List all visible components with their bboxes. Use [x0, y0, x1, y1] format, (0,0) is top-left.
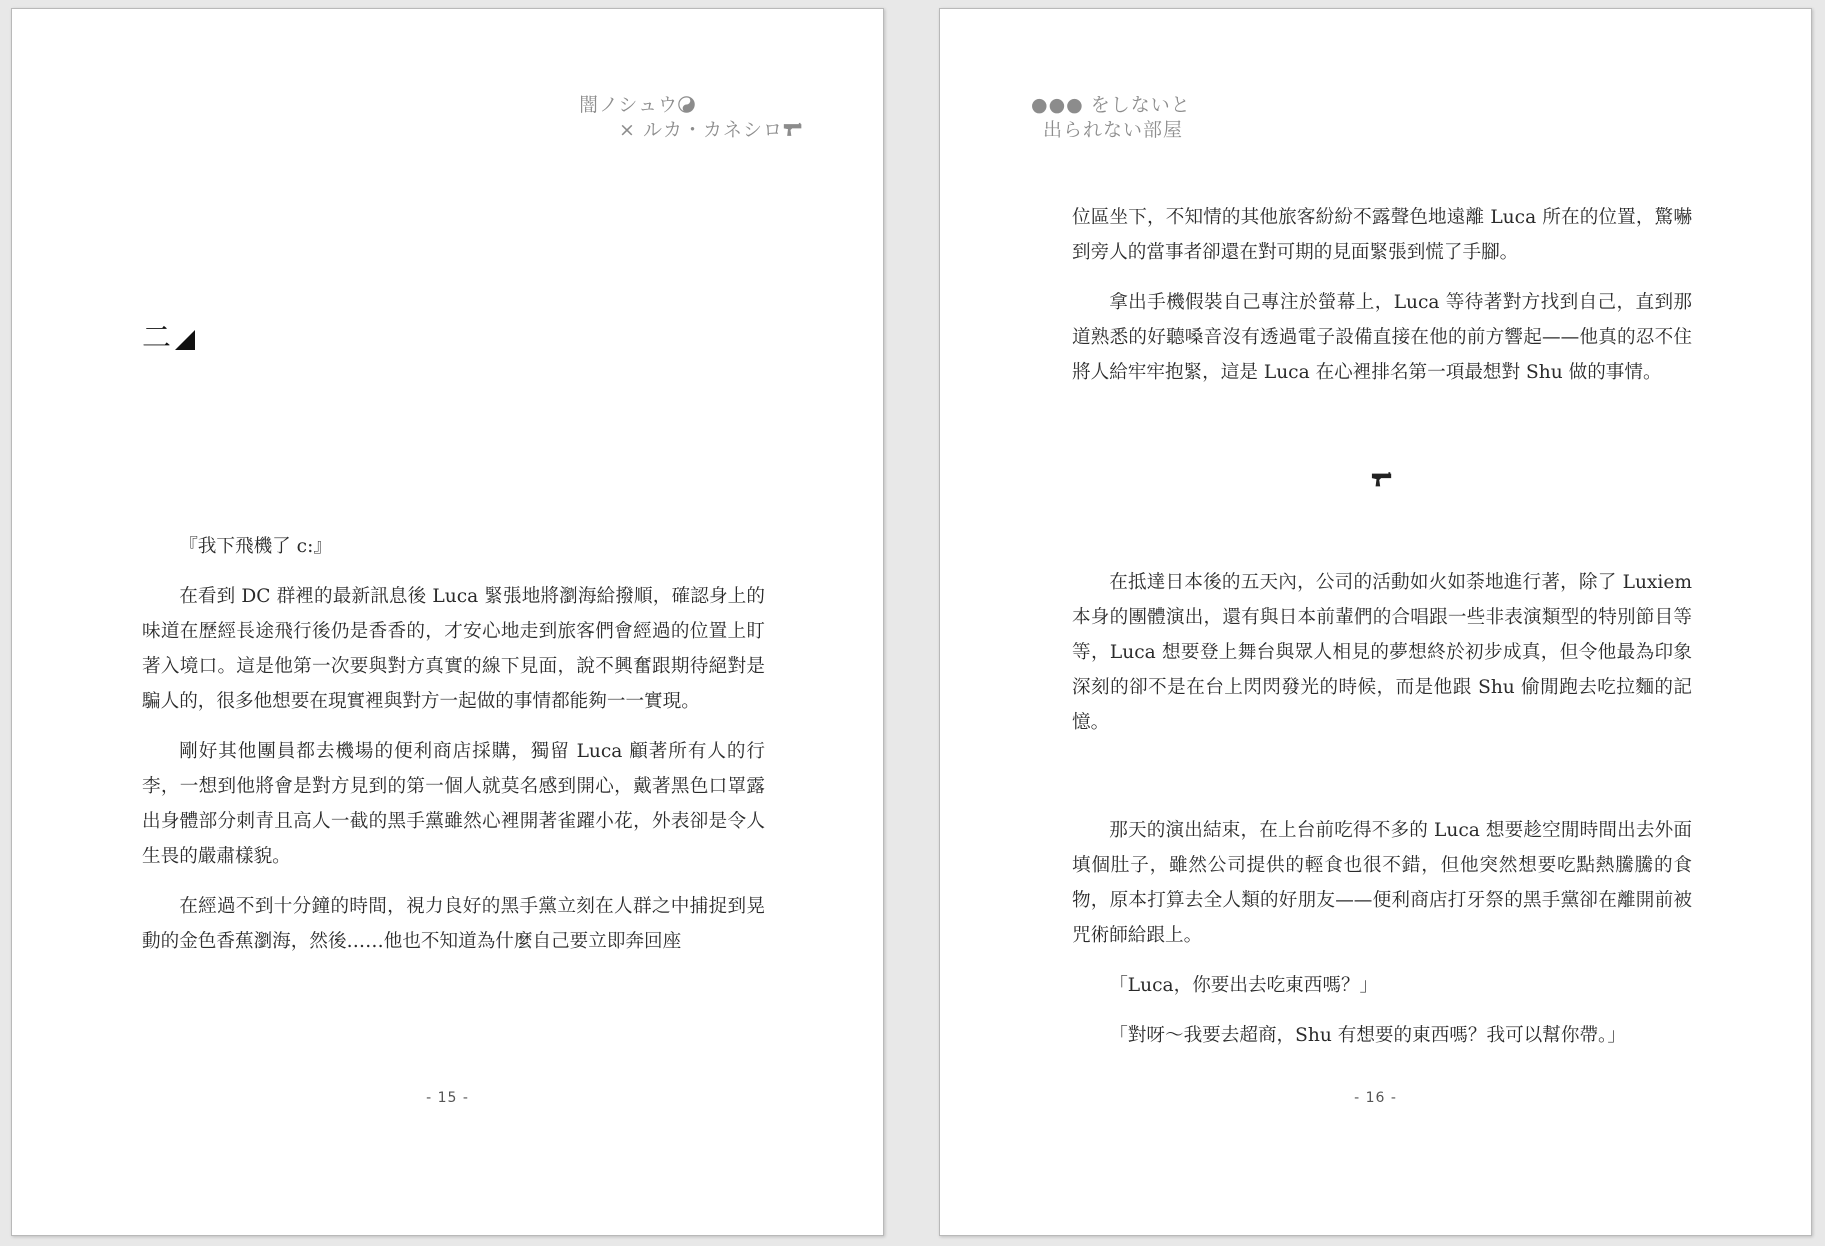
paragraph: 剛好其他團員都去機場的便利商店採購，獨留 Luca 顧著所有人的行李，一想到他將會是對方見到的第一個人就莫名感到開心，戴著黑色口罩露出身體部分刺青且高人一截的黑手黨雖然心裡開著雀躍小花，外表卻是令人生畏的嚴肅樣貌。	[142, 741, 765, 867]
yin-yang-icon	[678, 96, 695, 113]
running-header-left	[579, 93, 803, 143]
header-line2: 出られない部屋	[1043, 119, 1184, 141]
header-line2: × ルカ・カネシロ	[619, 119, 783, 141]
gun-icon	[783, 122, 803, 138]
header-line1: 闇ノシュウ	[579, 94, 678, 116]
paragraph: 「Luca，你要出去吃東西嗎？」	[1109, 975, 1379, 996]
header-line1: ●●● をしないと	[1031, 94, 1191, 116]
page-15	[11, 8, 884, 1236]
chapter-title: 二	[142, 315, 195, 356]
page-16	[939, 8, 1812, 1236]
corner-triangle-icon	[175, 330, 195, 350]
paragraph: 拿出手機假裝自己專注於螢幕上，Luca 等待著對方找到自己，直到那道熟悉的好聽嗓音沒有透過電子設備直接在他的前方響起——他真的忍不住將人給牢牢抱緊，這是 Luca 在心裡排名第一項最想對 Shu 做的事情。	[1072, 292, 1692, 383]
running-header-right	[1031, 93, 1191, 143]
paragraph: 「對呀～我要去超商，Shu 有想要的東西嗎？我可以幫你帶。」	[1109, 1025, 1626, 1046]
body-text-left	[142, 529, 765, 974]
paragraph: 『我下飛機了 c:』	[179, 536, 332, 557]
paragraph: 在抵達日本後的五天內，公司的活動如火如荼地進行著，除了 Luxiem 本身的團體演出，還有與日本前輩們的合唱跟一些非表演類型的特別節目等等，Luca 想要登上舞台與眾人相見的夢想終於初步成真，但令他最為印象深刻的卻不是在台上閃閃發光的時候，而是他跟 Shu 偷閒跑去吃拉麵的記憶。	[1072, 572, 1692, 733]
paragraph: 在經過不到十分鐘的時間，視力良好的黑手黨立刻在人群之中捕捉到晃動的金色香蕉瀏海，然後……他也不知道為什麼自己要立即奔回座	[142, 896, 765, 952]
paragraph: 位區坐下，不知情的其他旅客紛紛不露聲色地遠離 Luca 所在的位置，驚嚇到旁人的當事者卻還在對可期的見面緊張到慌了手腳。	[1072, 207, 1692, 263]
paragraph: 那天的演出結束，在上台前吃得不多的 Luca 想要趁空閒時間出去外面填個肚子，雖然公司提供的輕食也很不錯，但他突然想要吃點熱騰騰的食物，原本打算去全人類的好朋友——便利商店打牙祭的黑手黨卻在離開前被咒術師給跟上。	[1072, 820, 1692, 946]
paragraph: 在看到 DC 群裡的最新訊息後 Luca 緊張地將瀏海給撥順，確認身上的味道在歷經長途飛行後仍是香香的，才安心地走到旅客們會經過的位置上盯著入境口。這是他第一次要與對方真實的線下見面，說不興奮跟期待絕對是騙人的，很多他想要在現實裡與對方一起做的事情都能夠一一實現。	[142, 586, 765, 712]
body-text-right	[1072, 200, 1692, 1068]
gun-icon	[1371, 471, 1393, 489]
page-number: - 15 -	[426, 1090, 469, 1106]
page-number: - 16 -	[1354, 1090, 1397, 1106]
scene-break	[1072, 405, 1692, 555]
